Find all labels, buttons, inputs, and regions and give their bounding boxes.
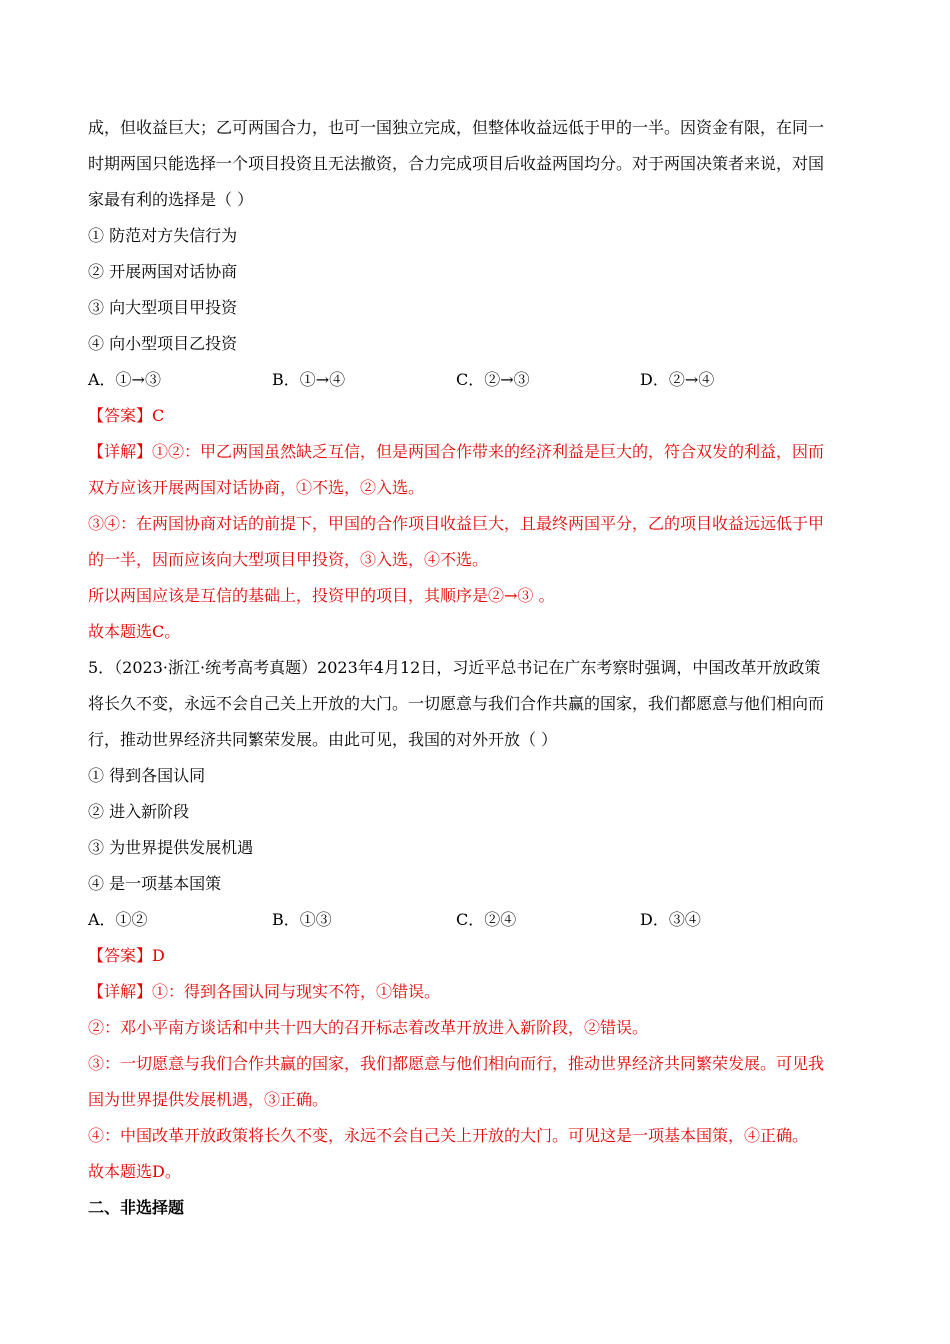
q5-item-4: ④ 是一项基本国策 xyxy=(88,874,222,893)
q4-explain-line-5: 所以两国应该是互信的基础上，投资甲的项目，其顺序是②→③ 。 xyxy=(88,586,555,605)
q5-item-2: ② 进入新阶段 xyxy=(88,802,190,821)
q4-answer: 【答案】C xyxy=(88,406,165,425)
q5-option-b: B．①③ xyxy=(272,910,332,929)
section-title: 二、非选择题 xyxy=(88,1198,185,1217)
q4-explain-line-3: ③④：在两国协商对话的前提下，甲国的合作项目收益巨大，且最终两国平分，乙的项目收益远远低于甲 xyxy=(88,514,825,533)
q5-explain-line-1: 【详解】①：得到各国认同与现实不符，①错误。 xyxy=(88,982,441,1001)
q4-item-2: ② 开展两国对话协商 xyxy=(88,262,238,281)
q4-item-4: ④ 向小型项目乙投资 xyxy=(88,334,238,353)
q4-option-c: C．②→③ xyxy=(456,370,530,389)
q5-option-d: D．③④ xyxy=(640,910,701,929)
q5-item-3: ③ 为世界提供发展机遇 xyxy=(88,838,254,857)
q4-stem-line-1: 成，但收益巨大；乙可两国合力，也可一国独立完成，但整体收益远低于甲的一半。因资金有限，在同一 xyxy=(88,118,825,137)
q5-explain-line-5: ④：中国改革开放政策将长久不变，永远不会自己关上开放的大门。可见这是一项基本国策，④正确。 xyxy=(88,1126,809,1145)
q4-item-1: ① 防范对方失信行为 xyxy=(88,226,238,245)
question-5 xyxy=(88,650,863,1190)
q5-stem-line-1: 5．（2023·浙江·统考高考真题）2023年4月12日，习近平总书记在广东考察时强调，中国改革开放政策 xyxy=(88,658,821,677)
q5-explain-line-3: ③：一切愿意与我们合作共赢的国家，我们都愿意与他们相向而行，推动世界经济共同繁荣发展。可见我 xyxy=(88,1054,825,1073)
q4-option-a: A．①→③ xyxy=(88,370,161,389)
q4-explain-line-2: 双方应该开展两国对话协商，①不选，②入选。 xyxy=(88,478,425,497)
q5-explain-line-6: 故本题选D。 xyxy=(88,1162,181,1181)
q5-option-a: A．①② xyxy=(88,910,148,929)
q4-option-d: D．②→④ xyxy=(640,370,715,389)
q4-stem-line-3: 家最有利的选择是（ ） xyxy=(88,190,254,209)
q4-item-3: ③ 向大型项目甲投资 xyxy=(88,298,238,317)
q5-explain-line-2: ②：邓小平南方谈话和中共十四大的召开标志着改革开放进入新阶段，②错误。 xyxy=(88,1018,649,1037)
q4-explain-line-1: 【详解】①②：甲乙两国虽然缺乏互信，但是两国合作带来的经济利益是巨大的，符合双发的利益，因而 xyxy=(88,442,825,461)
question-4 xyxy=(88,110,863,650)
q5-explain-line-4: 国为世界提供发展机遇，③正确。 xyxy=(88,1090,329,1109)
q5-options xyxy=(88,902,863,938)
q5-stem-line-3: 行，推动世界经济共同繁荣发展。由此可见，我国的对外开放（ ） xyxy=(88,730,558,749)
q4-explain-line-6: 故本题选C。 xyxy=(88,622,181,641)
q4-explain-line-4: 的一半，因而应该向大型项目甲投资，③入选，④不选。 xyxy=(88,550,489,569)
document-page xyxy=(88,110,863,1226)
q4-option-b: B．①→④ xyxy=(272,370,346,389)
q5-item-1: ① 得到各国认同 xyxy=(88,766,206,785)
q4-options xyxy=(88,362,863,398)
q4-stem-line-2: 时期两国只能选择一个项目投资且无法撤资，合力完成项目后收益两国均分。对于两国决策者来说，对国 xyxy=(88,154,825,173)
q5-option-c: C．②④ xyxy=(456,910,517,929)
q5-answer: 【答案】D xyxy=(88,946,165,965)
q5-stem-line-2: 将长久不变，永远不会自己关上开放的大门。一切愿意与我们合作共赢的国家，我们都愿意与他们相向而 xyxy=(88,694,825,713)
